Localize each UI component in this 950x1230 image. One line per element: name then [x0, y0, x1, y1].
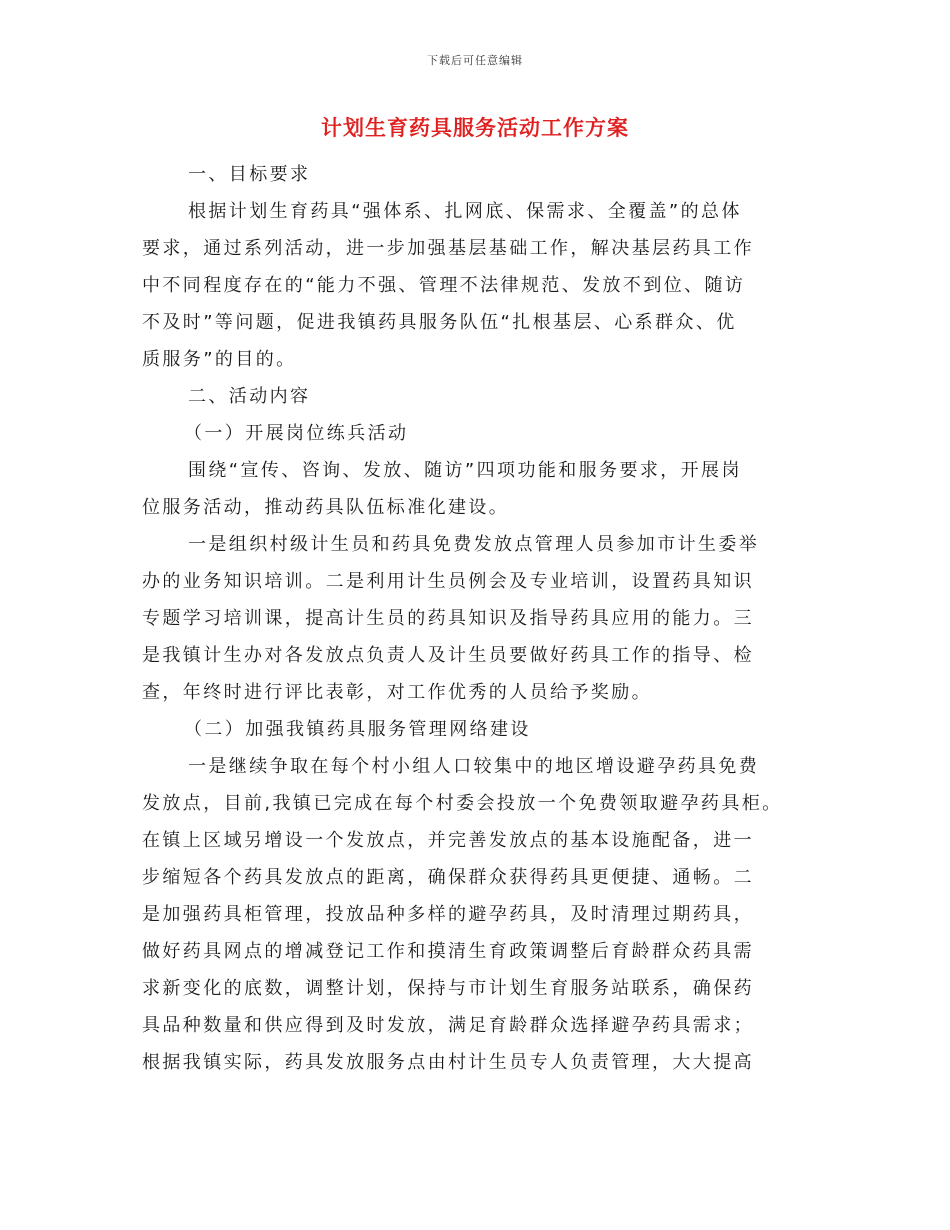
body-line: 是我镇计生办对各发放点负责人及计生员要做好药具工作的指导、检: [142, 645, 754, 666]
body-line: 查，年终时进行评比表彰，对工作优秀的人员给予奖励。: [142, 682, 652, 703]
body-line: 位服务活动，推动药具队伍标准化建设。: [142, 497, 510, 518]
body-line: （二）加强我镇药具服务管理网络建设: [184, 719, 531, 740]
body-line: 是加强药具柜管理，投放品种多样的避孕药具，及时清理过期药具，: [142, 904, 754, 925]
body-line: 根据我镇实际，药具发放服务点由村计生员专人负责管理，大大提高: [142, 1052, 754, 1073]
body-line: 一、目标要求: [188, 164, 311, 185]
body-line: （一）开展岗位练兵活动: [184, 423, 409, 444]
body-line: 具品种数量和供应得到及时发放，满足育龄群众选择避孕药具需求；: [142, 1015, 754, 1036]
body-line: 求新变化的底数，调整计划，保持与市计划生育服务站联系，确保药: [142, 978, 754, 999]
body-line: 根据计划生育药具“强体系、扎网底、保需求、全覆盖”的总体: [188, 201, 742, 222]
body-line: 做好药具网点的增减登记工作和摸清生育政策调整后育龄群众药具需: [142, 941, 754, 962]
body-line: 二、活动内容: [188, 386, 311, 407]
body-line: 一是组织村级计生员和药具免费发放点管理人员参加市计生委举: [188, 534, 760, 555]
body-line: 办的业务知识培训。二是利用计生员例会及专业培训，设置药具知识: [142, 571, 754, 592]
body-line: 步缩短各个药具发放点的距离，确保群众获得药具更便捷、通畅。二: [142, 867, 754, 888]
body-line: 不及时”等问题，促进我镇药具服务队伍“扎根基层、心系群众、优: [142, 312, 737, 333]
body-line: 要求，通过系列活动，进一步加强基层基础工作，解决基层药具工作: [142, 238, 754, 259]
body-line: 围绕“宣传、咨询、发放、随访”四项功能和服务要求，开展岗: [188, 460, 742, 481]
document-body: [142, 156, 812, 1081]
body-line: 中不同程度存在的“能力不强、管理不法律规范、发放不到位、随访: [142, 275, 746, 296]
body-line: 专题学习培训课，提高计生员的药具知识及指导药具应用的能力。三: [142, 608, 754, 629]
body-line: 一是继续争取在每个村小组人口较集中的地区增设避孕药具免费: [188, 756, 760, 777]
header-note: 下载后可任意编辑: [427, 54, 523, 67]
document-title: 计划生育药具服务活动工作方案: [321, 116, 629, 140]
body-line: 质服务”的目的。: [142, 349, 297, 370]
body-line: 在镇上区域另增设一个发放点，并完善发放点的基本设施配备，进一: [142, 830, 754, 851]
body-line: 发放点，目前,我镇已完成在每个村委会投放一个免费领取避孕药具柜。: [142, 793, 783, 814]
